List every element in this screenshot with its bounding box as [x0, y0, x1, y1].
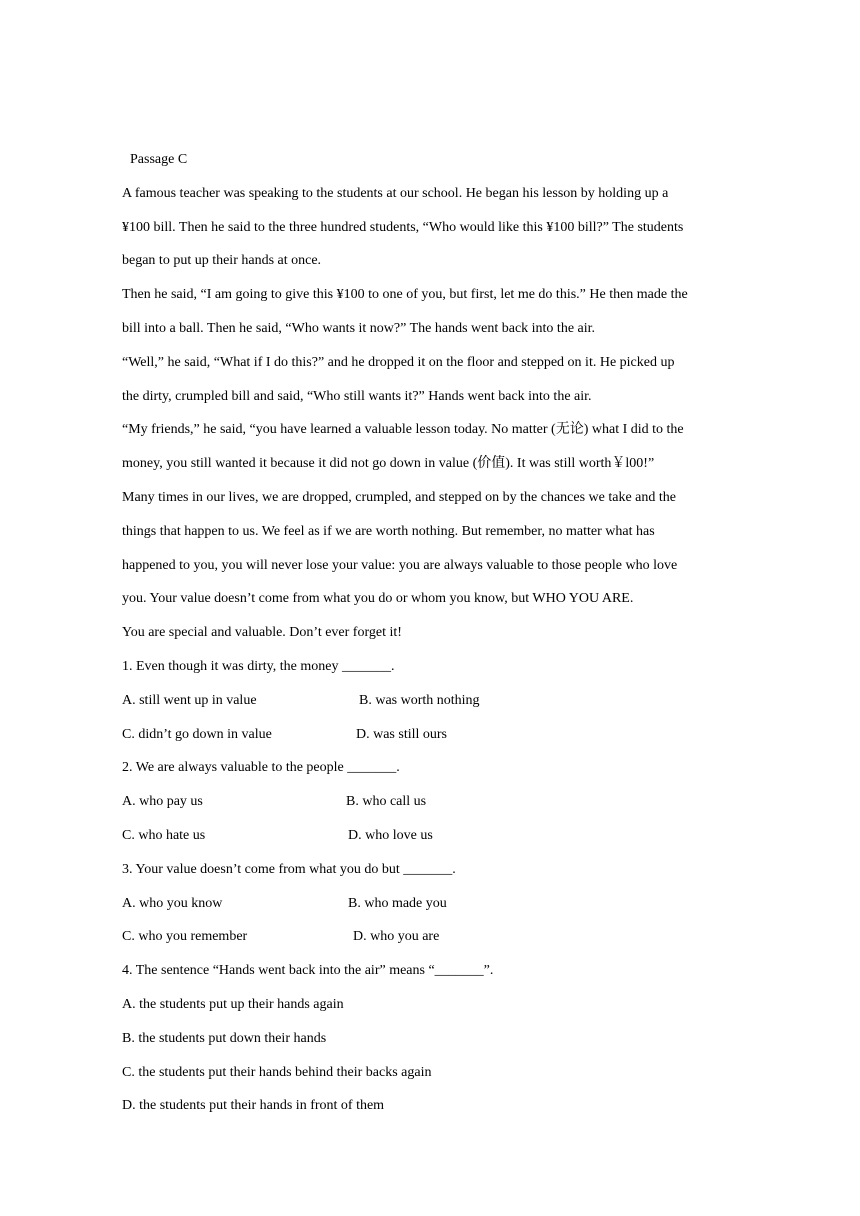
question-3-options-row-2 — [122, 920, 762, 954]
question-1-options-row-1 — [122, 684, 762, 718]
question-2-options-row-2 — [122, 819, 762, 853]
question-1-option-b: B. was worth nothing — [359, 692, 480, 708]
question-4-option-a: A. the students put up their hands again — [122, 996, 344, 1012]
passage-line: Then he said, “I am going to give this ¥100 to one of you, but first, let me do this.” He then made the — [122, 287, 688, 303]
passage-line: “Well,” he said, “What if I do this?” and he dropped it on the floor and stepped on it. He picked up — [122, 354, 675, 370]
question-1-option-a: A. still went up in value — [122, 692, 257, 708]
question-4-stem: 4. The sentence “Hands went back into the air” means “_______”. — [122, 963, 494, 979]
question-1-options-row-2 — [122, 718, 762, 752]
question-2-option-c: C. who hate us — [122, 827, 206, 843]
passage-line: A famous teacher was speaking to the students at our school. He began his lesson by holding up a — [122, 185, 669, 201]
document-content — [122, 143, 762, 1123]
passage-line: you. Your value doesn’t come from what you do or whom you know, but WHO YOU ARE. — [122, 591, 634, 607]
question-1-option-c: C. didn’t go down in value — [122, 726, 272, 742]
question-4-option-d: D. the students put their hands in front of them — [122, 1098, 385, 1114]
passage-line: money, you still wanted it because it did not go down in value (价值). It was still worth￥l00!” — [122, 456, 655, 472]
question-3-option-c: C. who you remember — [122, 929, 248, 945]
passage-line: “My friends,” he said, “you have learned a valuable lesson today. No matter (无论) what I did to the — [122, 422, 684, 438]
passage-line: happened to you, you will never lose your value: you are always valuable to those people who love — [122, 557, 678, 573]
passage-line: the dirty, crumpled bill and said, “Who still wants it?” Hands went back into the air. — [122, 388, 592, 404]
question-2-option-d: D. who love us — [348, 827, 433, 843]
question-3-option-a: A. who you know — [122, 895, 223, 911]
question-2-option-b: B. who call us — [346, 794, 427, 810]
passage-line: bill into a ball. Then he said, “Who wants it now?” The hands went back into the air. — [122, 320, 596, 336]
question-3-option-b: B. who made you — [348, 895, 447, 911]
passage-line: ¥100 bill. Then he said to the three hundred students, “Who would like this ¥100 bill?” The students — [122, 219, 684, 235]
question-3-option-d: D. who you are — [353, 929, 440, 945]
question-1-stem: 1. Even though it was dirty, the money _______. — [122, 658, 395, 674]
passage-line: Many times in our lives, we are dropped, crumpled, and stepped on by the chances we take and the — [122, 489, 676, 505]
question-3-stem: 3. Your value doesn’t come from what you do but _______. — [122, 861, 456, 877]
question-1-option-d: D. was still ours — [356, 726, 447, 742]
passage-title: Passage C — [130, 152, 188, 167]
question-2-stem: 2. We are always valuable to the people _______. — [122, 760, 400, 776]
passage-line: You are special and valuable. Don’t ever forget it! — [122, 625, 402, 641]
passage-line: began to put up their hands at once. — [122, 253, 322, 269]
question-4-option-c: C. the students put their hands behind their backs again — [122, 1064, 432, 1080]
question-4-option-b: B. the students put down their hands — [122, 1030, 327, 1046]
question-2-option-a: A. who pay us — [122, 794, 203, 810]
question-2-options-row-1 — [122, 785, 762, 819]
passage-line: things that happen to us. We feel as if we are worth nothing. But remember, no matter what has — [122, 523, 655, 539]
question-3-options-row-1 — [122, 887, 762, 921]
